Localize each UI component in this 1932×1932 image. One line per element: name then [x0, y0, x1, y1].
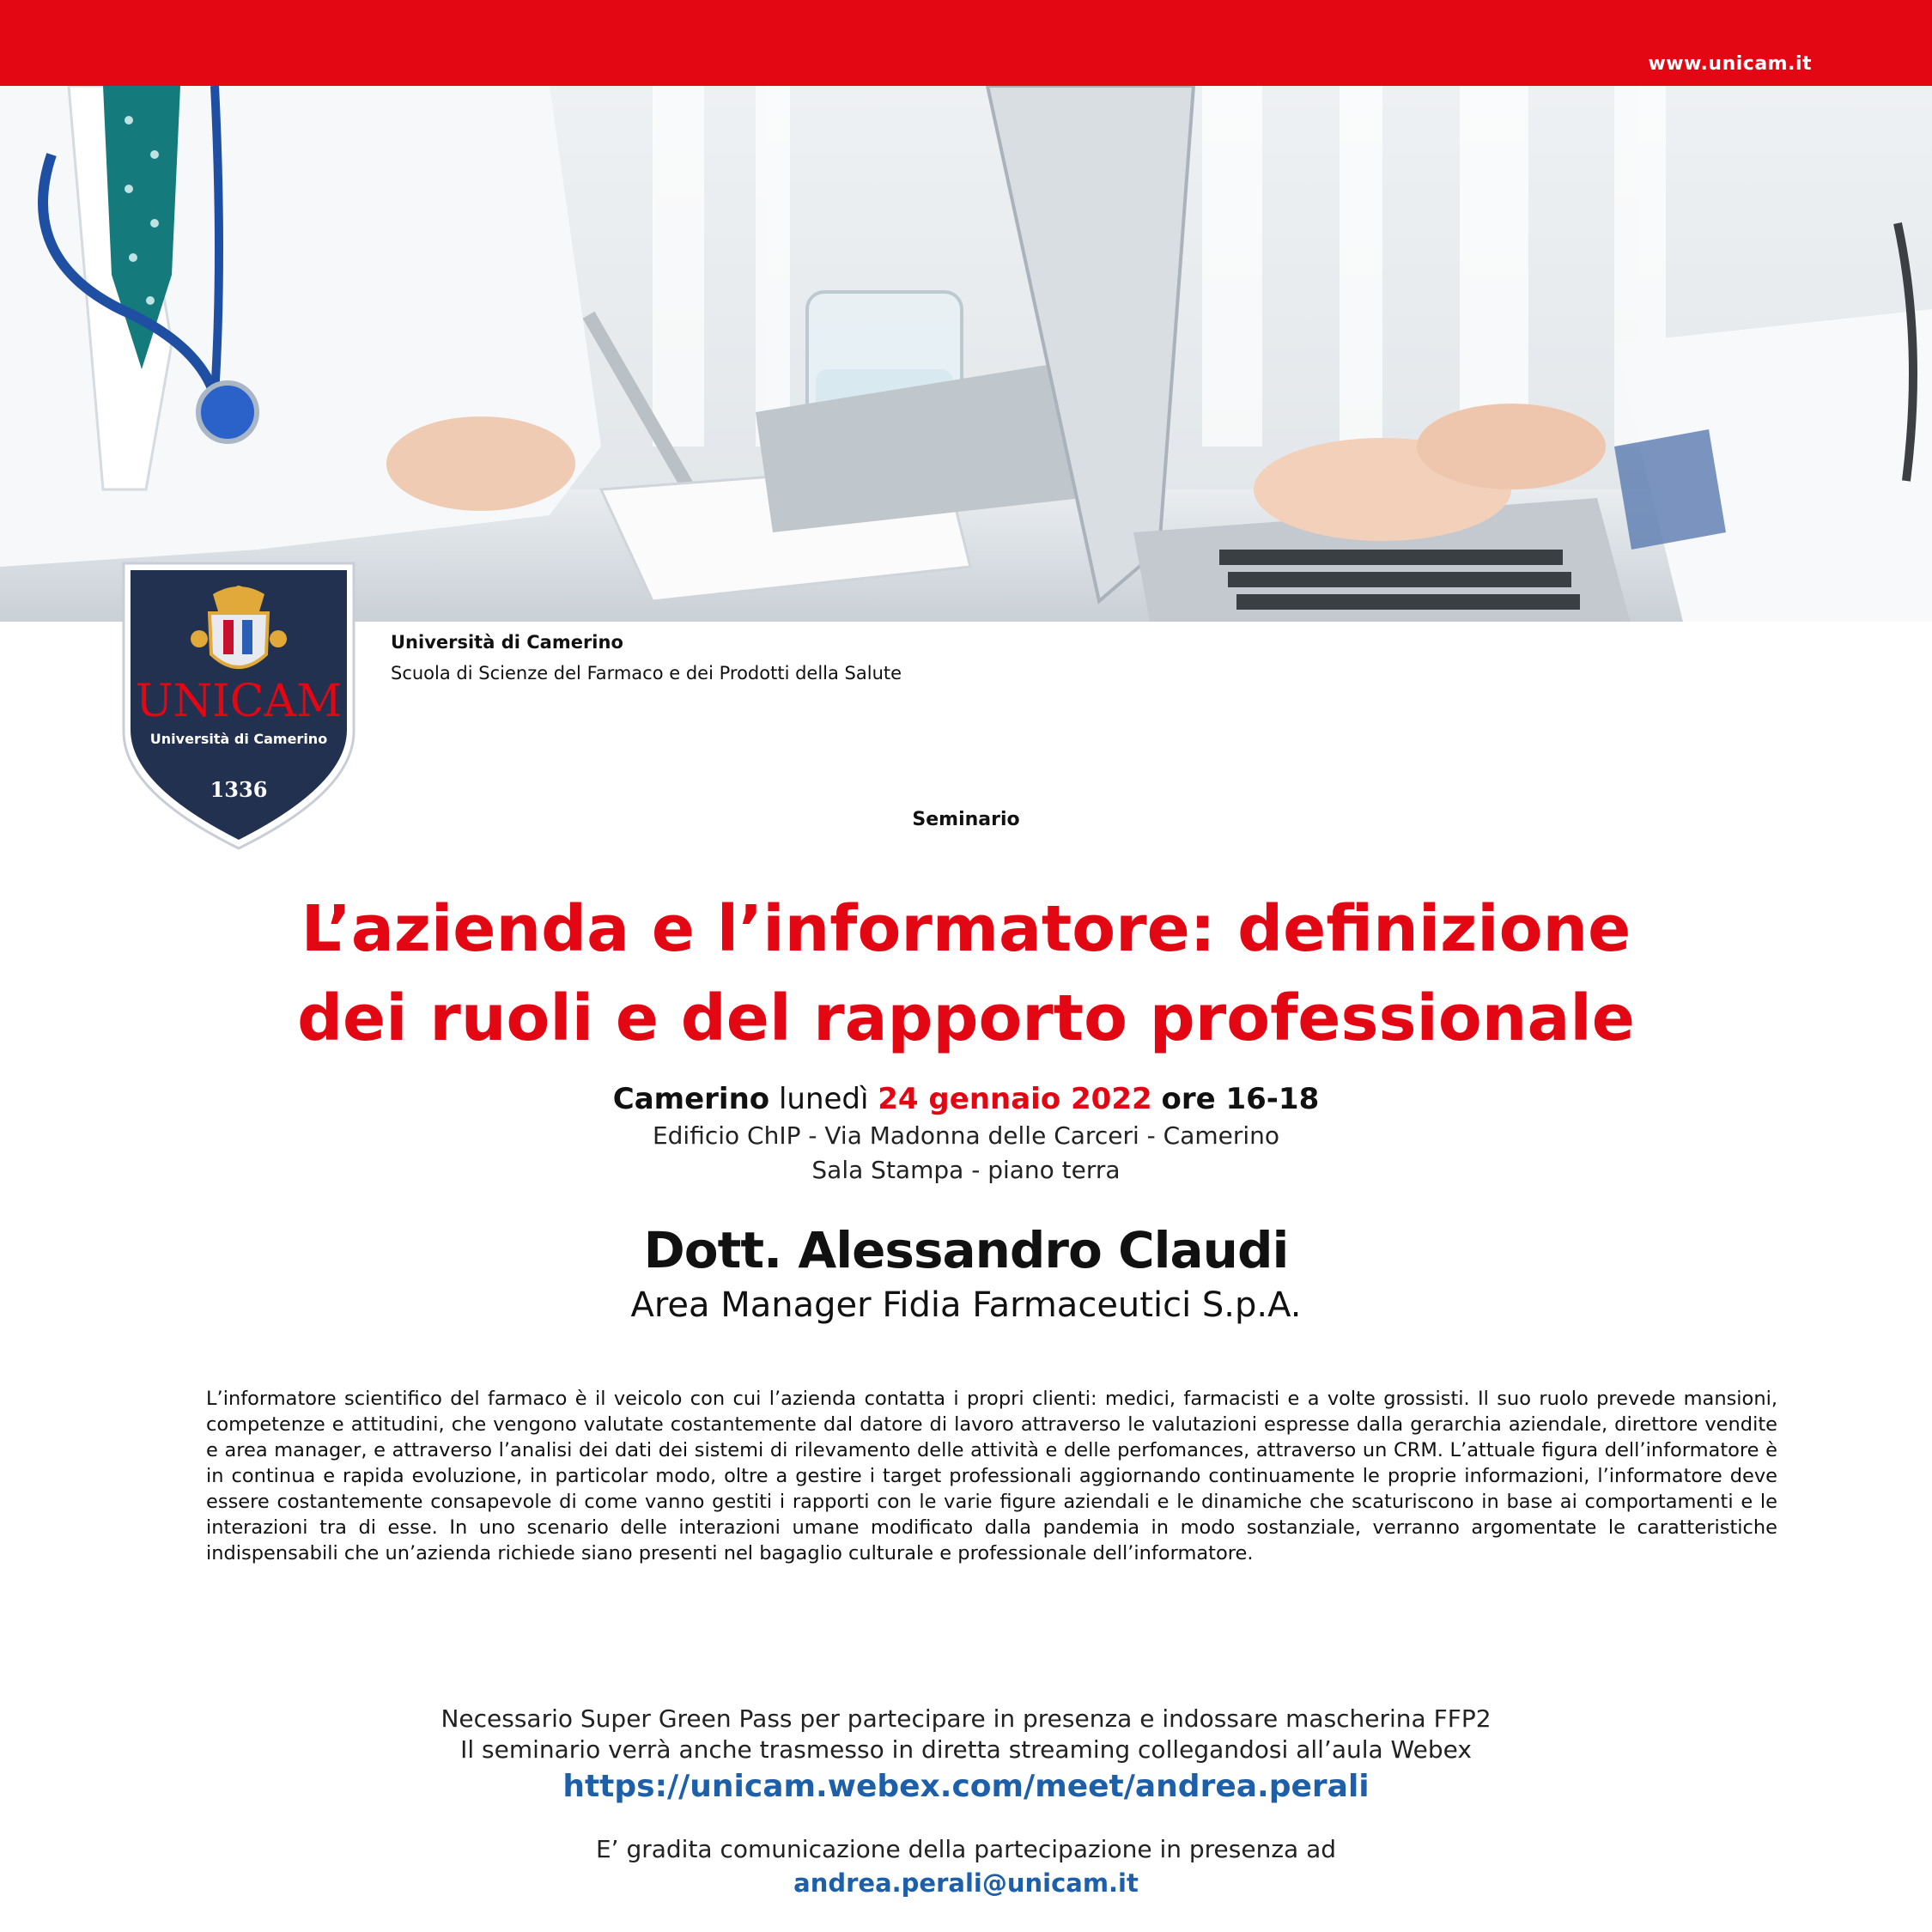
event-time: ore 16-18	[1161, 1082, 1320, 1116]
webex-link[interactable]: https://unicam.webex.com/meet/andrea.perali	[562, 1769, 1370, 1804]
logo-year: 1336	[210, 777, 268, 802]
speaker-name: Dott. Alessandro Claudi	[643, 1221, 1289, 1279]
event-abstract: L’informatore scientifico del farmaco è il veicolo con cui l’azienda contatta i propri clienti: medici, farmacisti e a volte grossisti. Il suo ruolo prevede mansioni, competenze e attitudini, che vengono valutate costantemente dal datore di lavoro attraverso le valutazioni espresse dalla gerarchia aziendale, direttore vendite e area manager, e attraverso l’analisi dei dati dei sistemi di rilevamento delle attività e delle perfomances, attraverso un CRM. L’attuale figura dell’informatore è in continua e rapida evoluzione, in particolar modo, oltre a gestire i target professionali aggiornando continuamente le proprie informazioni, l’informatore deve essere costantemente consapevole di come vanno gestiti i rapporti con le varie figure aziendali e le dinamiche che scaturiscono in base ai comportamenti e le interazioni tra di esse. In uno scenario delle interazioni umane modificato dalla pandemia in modo sostanziale, verranno argomentate le caratteristiche indispensabili che un’azienda richiede siano presenti nel bagaglio culturale e professionale dell’informatore.	[206, 1388, 1777, 1564]
event-room: Sala Stampa - piano terra	[811, 1156, 1121, 1184]
doctors-at-laptop-illustration	[0, 86, 1932, 622]
unicam-shield-logo	[120, 560, 357, 852]
event-venue: Edificio ChIP - Via Madonna delle Carceri - Camerino	[652, 1121, 1280, 1150]
event-title-line-2: dei ruoli e del rapporto professionale	[297, 981, 1635, 1055]
top-bar	[0, 0, 1932, 86]
streaming-note: Il seminario verrà anche trasmesso in diretta streaming collegandosi all’aula Webex	[460, 1735, 1472, 1764]
event-city: Camerino	[612, 1082, 770, 1116]
school-name: Scuola di Scienze del Farmaco e dei Prodotti della Salute	[391, 663, 902, 683]
contact-email-link[interactable]: andrea.perali@unicam.it	[793, 1868, 1139, 1898]
event-datetime	[0, 1082, 1932, 1116]
event-date: 24 gennaio 2022	[878, 1082, 1152, 1116]
rsvp-note: E’ gradita comunicazione della partecipazione in presenza ad	[595, 1835, 1337, 1863]
event-weekday: lunedì	[778, 1082, 869, 1116]
hero-image	[0, 86, 1932, 622]
logo-wordmark: UNICAM	[135, 676, 343, 727]
green-pass-requirement: Necessario Super Green Pass per partecipare in presenza e indossare mascherina FFP2	[440, 1704, 1492, 1733]
logo-subtitle: Università di Camerino	[149, 731, 328, 747]
university-name: Università di Camerino	[391, 632, 623, 653]
event-title	[129, 884, 1803, 1063]
event-type-label: Seminario	[912, 809, 1020, 830]
event-title-line-1: L’azienda e l’informatore: definizione	[301, 892, 1631, 966]
site-url-link[interactable]: www.unicam.it	[1648, 53, 1812, 75]
speaker-role: Area Manager Fidia Farmaceutici S.p.A.	[630, 1285, 1302, 1325]
